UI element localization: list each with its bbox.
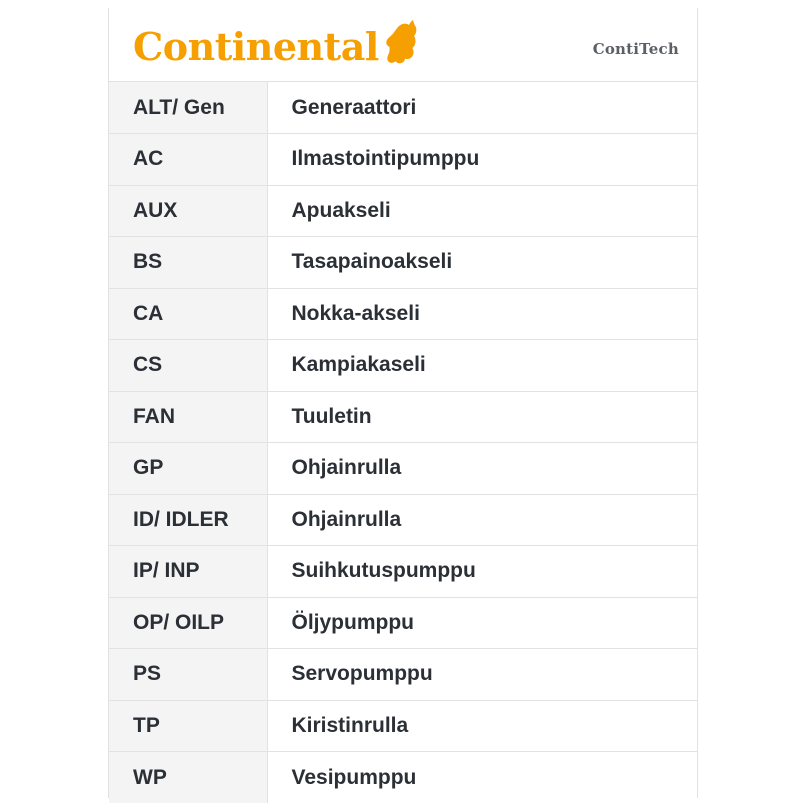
abbr-description: Generaattori (267, 82, 697, 134)
abbr-description: Öljypumppu (267, 597, 697, 649)
abbr-description: Tasapainoakseli (267, 237, 697, 289)
abbr-code: BS (109, 237, 267, 289)
abbreviation-sheet (108, 8, 698, 798)
abbr-description: Ohjainrulla (267, 494, 697, 546)
abbr-description: Nokka-akseli (267, 288, 697, 340)
abbr-code: AC (109, 134, 267, 186)
abbreviation-table (109, 82, 697, 803)
table-row (109, 597, 697, 649)
table-row (109, 134, 697, 186)
continental-logo (133, 24, 425, 69)
abbr-code: IP/ INP (109, 546, 267, 598)
table-row (109, 443, 697, 495)
table-row (109, 494, 697, 546)
table-row (109, 82, 697, 134)
table-row (109, 546, 697, 598)
table-row (109, 752, 697, 804)
abbr-code: CS (109, 340, 267, 392)
abbr-code: FAN (109, 391, 267, 443)
abbr-code: PS (109, 649, 267, 701)
abbr-description: Ilmastointipumppu (267, 134, 697, 186)
abbr-code: ID/ IDLER (109, 494, 267, 546)
brand-header (109, 8, 697, 82)
abbr-description: Ohjainrulla (267, 443, 697, 495)
abbr-description: Apuakseli (267, 185, 697, 237)
abbr-code: TP (109, 700, 267, 752)
brand-wordmark: Continental (133, 23, 379, 69)
abbr-code: OP/ OILP (109, 597, 267, 649)
table-row (109, 185, 697, 237)
abbreviation-table-body (109, 82, 697, 803)
abbr-description: Tuuletin (267, 391, 697, 443)
abbr-code: ALT/ Gen (109, 82, 267, 134)
table-row (109, 649, 697, 701)
abbr-description: Kiristinrulla (267, 700, 697, 752)
abbr-code: AUX (109, 185, 267, 237)
prancing-horse-icon (383, 18, 425, 69)
abbr-code: CA (109, 288, 267, 340)
table-row (109, 340, 697, 392)
abbr-description: Servopumppu (267, 649, 697, 701)
contitech-sub-brand: ContiTech (592, 40, 679, 58)
abbr-code: WP (109, 752, 267, 804)
abbr-code: GP (109, 443, 267, 495)
table-row (109, 237, 697, 289)
table-row (109, 391, 697, 443)
abbr-description: Suihkutuspumppu (267, 546, 697, 598)
abbr-description: Kampiakaseli (267, 340, 697, 392)
table-row (109, 700, 697, 752)
table-row (109, 288, 697, 340)
abbr-description: Vesipumppu (267, 752, 697, 804)
